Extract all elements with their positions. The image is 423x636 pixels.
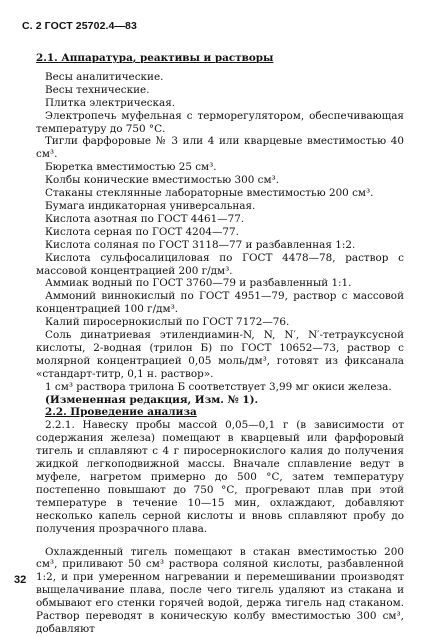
- paragraph: (Измененная редакция, Изм. № 1).: [45, 393, 259, 406]
- paragraph: Кислота серная по ГОСТ 4204—77.: [45, 225, 239, 238]
- paragraph: Тигли фарфоровые № 3 или 4 или кварцевые вместимостью 40 см³.: [36, 135, 404, 161]
- paragraph: Соль динатриевая этилендиамин-N, N, N′, N′-тетрауксусной кислоты, 2-водная (трилон Б) по ГОСТ 10652—73, раствор с молярной концентрацией 0,05 моль/дм³, готовят из фиксанала «стандарт-титр, 0,1 н. раствор».: [36, 329, 404, 380]
- paragraph: Стаканы стеклянные лабораторные вместимостью 200 см³.: [45, 187, 374, 200]
- paragraph: Кислота азотная по ГОСТ 4461—77.: [45, 212, 245, 225]
- paragraph: Аммоний виннокислый по ГОСТ 4951—79, раствор с массовой концентрацией 100 г/дм³.: [36, 290, 404, 316]
- section-heading: 2.2. Проведение анализа: [45, 406, 197, 419]
- paragraph: Бумага индикаторная универсальная.: [45, 199, 256, 212]
- section-heading: 2.1. Аппаратура, реактивы и растворы: [36, 52, 274, 64]
- paragraph: Плитка электрическая.: [45, 96, 176, 109]
- paragraph: Бюретка вместимостью 25 см³.: [45, 161, 217, 174]
- paragraph: Кислота сульфосалициловая по ГОСТ 4478—78, раствор с массовой концентрацией 200 г/дм³.: [36, 251, 404, 277]
- paragraph: 2.2.1. Навеску пробы массой 0,05—0,1 г (в зависимости от содержания железа) помещают в кварцевый или фарфоровый тигель и сплавляют с 4 г пиросернокислого калия до получения жидкой легкоподвижной массы. Вначале сплавление ведут в муфеле, нагретом примерно до 500 °С, затем температуру постепенно повышают до 750 °С, прогревают плав при этой температуре в течение 10—15 мин, охлаждают, добавляют несколько капель серной кислоты и вновь сплавляют пробу до получения прозрачного плава.: [36, 419, 404, 535]
- paragraph: Калий пиросернокислый по ГОСТ 7172—76.: [45, 316, 290, 329]
- paragraph: Весы технические.: [45, 83, 150, 96]
- paragraph: Колбы конические вместимостью 300 см³.: [45, 174, 280, 187]
- paragraph: Кислота соляная по ГОСТ 3118—77 и разбавленная 1:2.: [45, 238, 356, 251]
- page-number: 32: [14, 574, 27, 586]
- page-body: [36, 52, 404, 636]
- paragraph: Электропечь муфельная с терморегулятором, обеспечивающая температуру до 750 °С.: [36, 109, 404, 135]
- paragraph: Охлажденный тигель помещают в стакан вместимостью 200 см³, приливают 50 см³ раствора соляной кислоты, разбавленной 1:2, и при умеренном нагревании и перемешивании производят выщелачивание плава, после чего тигель удаляют из стакана и обмывают его стенки горячей водой, держа тигель над стаканом. Раствор переводят в коническую колбу вместимостью 300 см³, добавляют: [36, 545, 404, 635]
- paragraph: Аммиак водный по ГОСТ 3760—79 и разбавленный 1:1.: [45, 277, 352, 290]
- paragraph: Весы аналитические.: [45, 70, 164, 83]
- page-header: С. 2 ГОСТ 25702.4—83: [22, 20, 137, 32]
- paragraph: 1 см³ раствора трилона Б соответствует 3,99 мг окиси железа.: [45, 380, 392, 393]
